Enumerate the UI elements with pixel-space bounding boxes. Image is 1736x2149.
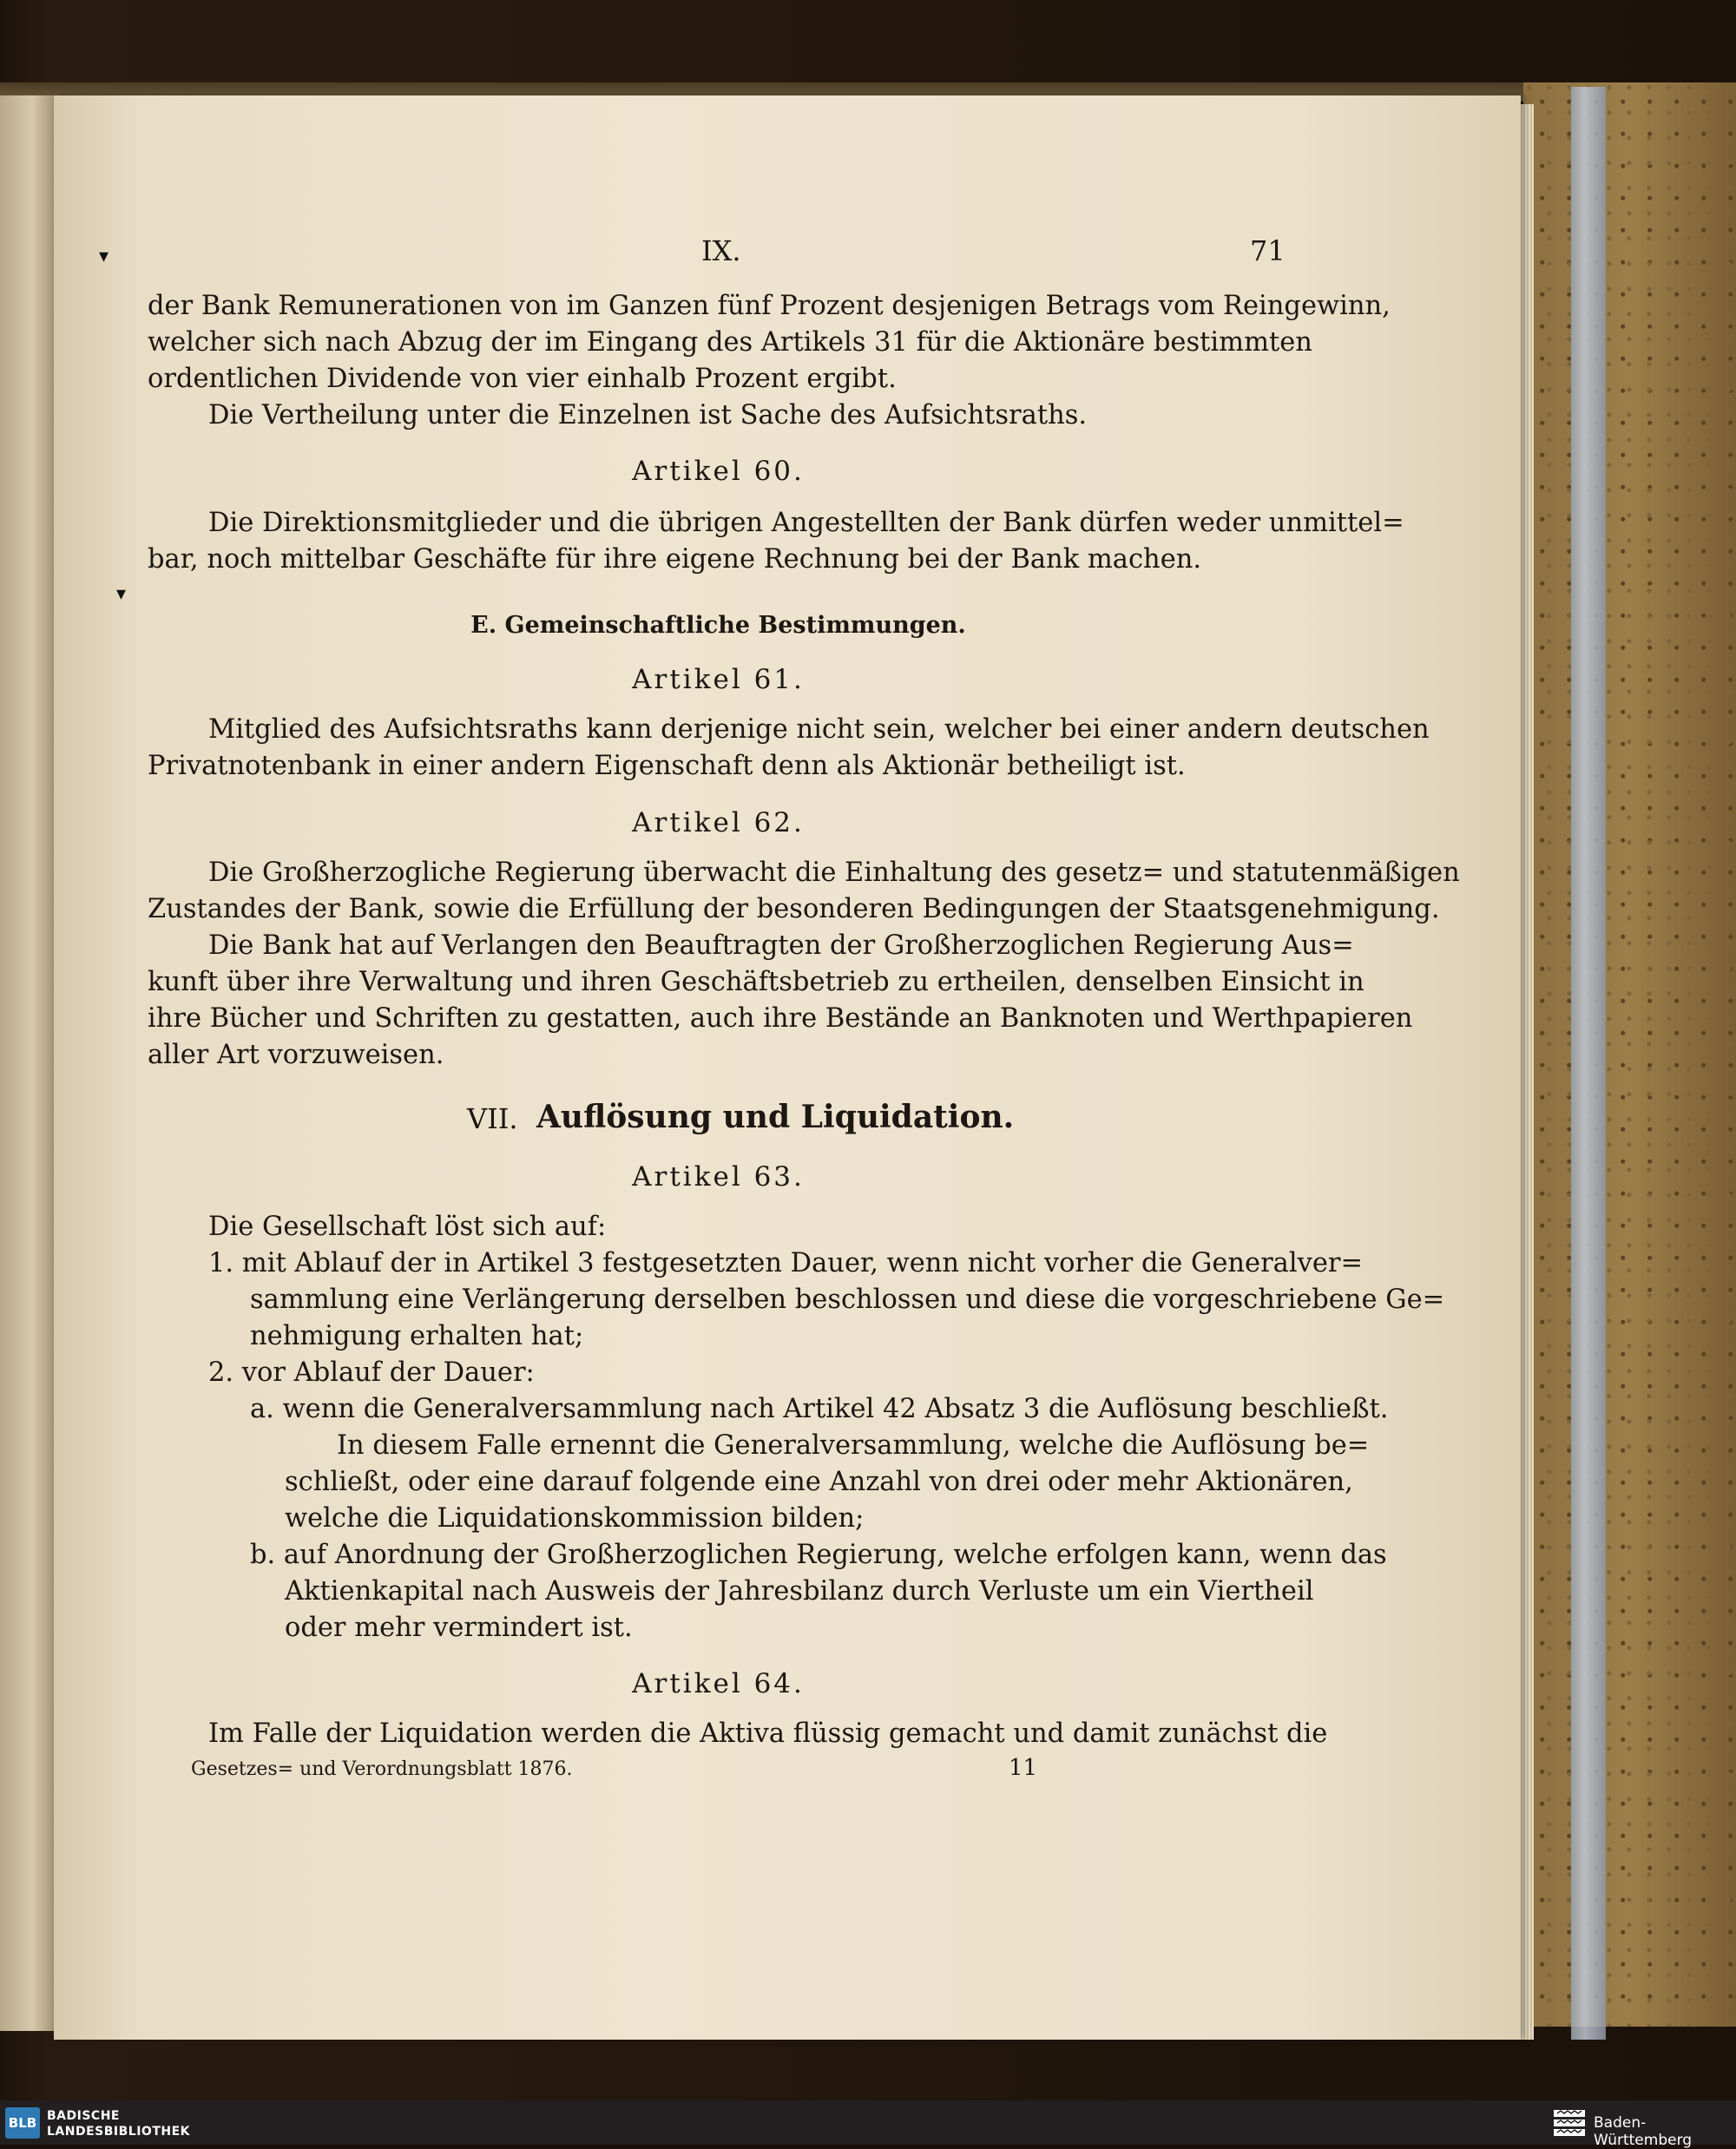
page-number: 71 — [1250, 234, 1286, 267]
chapter-number: IX. — [701, 234, 741, 267]
paragraph-line: kunft über ihre Verwaltung und ihren Geschäftsbetrieb zu ertheilen, denselben Einsicht in — [148, 967, 1364, 997]
paragraph-line: Im Falle der Liquidation werden die Aktiva flüssig gemacht und damit zunächst die — [208, 1719, 1328, 1749]
sub-list-item: oder mehr vermindert ist. — [285, 1613, 633, 1643]
margin-mark-icon: ▾ — [99, 246, 109, 267]
sub-list-item: In diesem Falle ernennt die Generalversammlung, welche die Auflösung be= — [337, 1430, 1370, 1461]
binding-board-right — [1523, 82, 1736, 2027]
signature-mark: 11 — [1009, 1755, 1038, 1781]
paragraph-line: Mitglied des Aufsichtsraths kann derjenige nicht sein, welcher bei einer andern deutschen — [208, 714, 1430, 745]
sub-list-item: welche die Liquidationskommission bilden; — [285, 1503, 865, 1534]
list-item: 1. mit Ablauf der in Artikel 3 festgesetzten Dauer, wenn nicht vorher die Generalver= — [208, 1248, 1364, 1278]
sub-list-item: Aktienkapital nach Ausweis der Jahresbilanz durch Verluste um ein Viertheil — [285, 1576, 1314, 1607]
paragraph-line: Privatnotenbank in einer andern Eigenschaft denn als Aktionär betheiligt ist. — [148, 751, 1186, 781]
paragraph-line: Zustandes der Bank, sowie die Erfüllung der besonderen Bedingungen der Staatsgenehmigung. — [148, 894, 1440, 924]
article-heading: Artikel 61. — [632, 664, 805, 695]
baden-wuerttemberg-crest-icon — [1552, 2107, 1587, 2139]
list-item: sammlung eine Verlängerung derselben beschlossen und diese die vorgeschriebene Ge= — [250, 1285, 1445, 1315]
paragraph-line: der Bank Remunerationen von im Ganzen fünf Prozent desjenigen Betrags vom Reingewinn, — [148, 291, 1391, 321]
list-item: nehmigung erhalten hat; — [250, 1321, 584, 1351]
sub-list-item: b. auf Anordnung der Großherzoglichen Regierung, welche erfolgen kann, wenn das — [250, 1540, 1387, 1570]
section-title: Auflösung und Liquidation. — [536, 1099, 1015, 1135]
sub-list-item: a. wenn die Generalversammlung nach Artikel 42 Absatz 3 die Auflösung beschließt. — [250, 1394, 1389, 1424]
viewer-footer-bar — [0, 2100, 1736, 2145]
section-number: VII. — [467, 1102, 518, 1135]
paragraph-line: Die Gesellschaft löst sich auf: — [208, 1212, 607, 1242]
paragraph-line: Die Großherzogliche Regierung überwacht die Einhaltung des gesetz= und statutenmäßigen — [208, 858, 1460, 888]
binding-board-edge — [1571, 87, 1606, 2040]
article-heading: Artikel 62. — [632, 807, 805, 838]
paragraph-line: bar, noch mittelbar Geschäfte für ihre eigene Rechnung bei der Bank machen. — [148, 544, 1202, 575]
paragraph-line: Die Bank hat auf Verlangen den Beauftragten der Großherzoglichen Regierung Aus= — [208, 930, 1354, 961]
paragraph-line: ihre Bücher und Schriften zu gestatten, auch ihre Bestände an Banknoten und Werthpapieren — [148, 1003, 1413, 1034]
paragraph-line: ordentlichen Dividende von vier einhalb Prozent ergibt. — [148, 364, 897, 394]
article-heading: Artikel 63. — [632, 1161, 805, 1193]
sub-list-item: schließt, oder eine darauf folgende eine Anzahl von drei oder mehr Aktionären, — [285, 1467, 1353, 1497]
paragraph-line: Die Vertheilung unter die Einzelnen ist Sache des Aufsichtsraths. — [208, 400, 1088, 430]
article-heading: Artikel 64. — [632, 1668, 805, 1699]
blb-logo: BLB — [5, 2107, 40, 2139]
article-heading: Artikel 60. — [632, 456, 805, 487]
section-heading: E. Gemeinschaftliche Bestimmungen. — [470, 612, 966, 639]
baden-wuerttemberg-label: Baden-Württemberg — [1594, 2114, 1693, 2149]
blb-name-line1: BADISCHE — [47, 2109, 120, 2123]
paragraph-line: welcher sich nach Abzug der im Eingang des Artikels 31 für die Aktionäre bestimmten — [148, 327, 1312, 358]
paragraph-line: Die Direktionsmitglieder und die übrigen Angestellten der Bank dürfen weder unmittel= — [208, 508, 1404, 538]
list-item: 2. vor Ablauf der Dauer: — [208, 1357, 535, 1388]
publication-footer: Gesetzes= und Verordnungsblatt 1876. — [191, 1758, 573, 1780]
paragraph-line: aller Art vorzuweisen. — [148, 1040, 444, 1070]
margin-mark-icon: ▾ — [116, 583, 127, 605]
blb-name-line2: LANDESBIBLIOTHEK — [47, 2125, 191, 2139]
facing-page-edge — [0, 95, 54, 2031]
